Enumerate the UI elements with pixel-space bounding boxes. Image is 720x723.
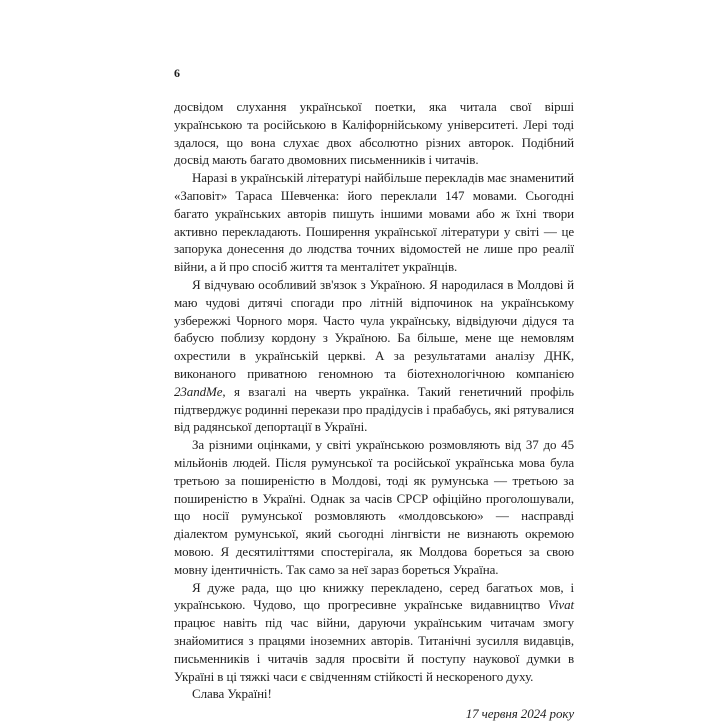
page-number: 6 — [174, 66, 180, 80]
paragraph-5-part-1: Я дуже рада, що цю книжку перекладено, серед багатьох мов, і українською. Чудово, що прогресивне українське видавництво — [174, 579, 574, 613]
paragraph-4: За різними оцінками, у світі українською розмовляють від 37 до 45 мільйонів людей. Після румунської та російської українська мова була третьою за поширеністю в Молдові, тоді як румунська — третьою за поширеністю в Україні. Однак за часів СРСР офіційно проголошували, що носії румунської розмовляють «молдовською» — насправді діалектом румунської, який сьогодні лінгвісти не визнають окремою мовою. Я десятиліттями спостерігала, як Молдова бореться за свою мовну ідентичність. Так само за неї зараз бореться Україна. — [174, 437, 574, 577]
salutation: Слава Україні! — [192, 686, 272, 702]
paragraph-5 — [174, 579, 574, 686]
company-name: 23andMe — [174, 383, 223, 399]
paragraph-5-part-2: працює навіть під час війни, даруючи українським читачам змогу знайомитися з працями іноземних авторів. Титанічні зусилля видавців, письменників і читачів задля просвіти й поступу наукової думки в Україні в ці тяжкі часи є свідченням стійкості й нескореного духу. — [174, 615, 574, 684]
signature-date: 17 червня 2024 року — [465, 706, 574, 722]
paragraph-3-part-1: Я відчуваю особливий зв'язок з Україною. Я народилася в Молдові й маю чудові дитячі спогади про літній відпочинок на українському узбережжі Чорного моря. Часто чула українську, відвідуючи дідуся та бабусю поблизу кордону з Україною. Ба більше, мене ще немовлям охрестили в українській церкві. А за результатами аналізу ДНК, виконаного приватною геномною та біотехнологічною компанією — [174, 276, 574, 381]
paragraph-1: досвідом слухання української поетки, яка читала свої вірші українською та російською в Каліфорнійському університеті. Лері тоді здалося, що вона слухає двох абсолютно різних авторок. Подібний досвід мають багато двомовних письменників і читачів. — [174, 99, 574, 168]
publisher-name: Vivat — [548, 597, 574, 613]
paragraph-3 — [174, 276, 574, 436]
body-text — [174, 98, 574, 723]
paragraph-2: Наразі в українській літературі найбільше перекладів має знаменитий «Заповіт» Тараса Шевченка: його переклали 147 мовами. Сьогодні багато українських авторів пишуть іншими мовами або ж їхні твори активно перекладають. Поширення української літератури у світі — це запорука донесення до людства точних відомостей не лише про реалії війни, а й про спосіб життя та менталітет українців. — [174, 170, 574, 275]
paragraph-3-part-2: , я взагалі на чверть українка. Такий генетичний профіль підтверджує родинні перекази про прадідусів і прабабусь, які рятувалися від радянської депортації в Україні. — [174, 383, 574, 435]
